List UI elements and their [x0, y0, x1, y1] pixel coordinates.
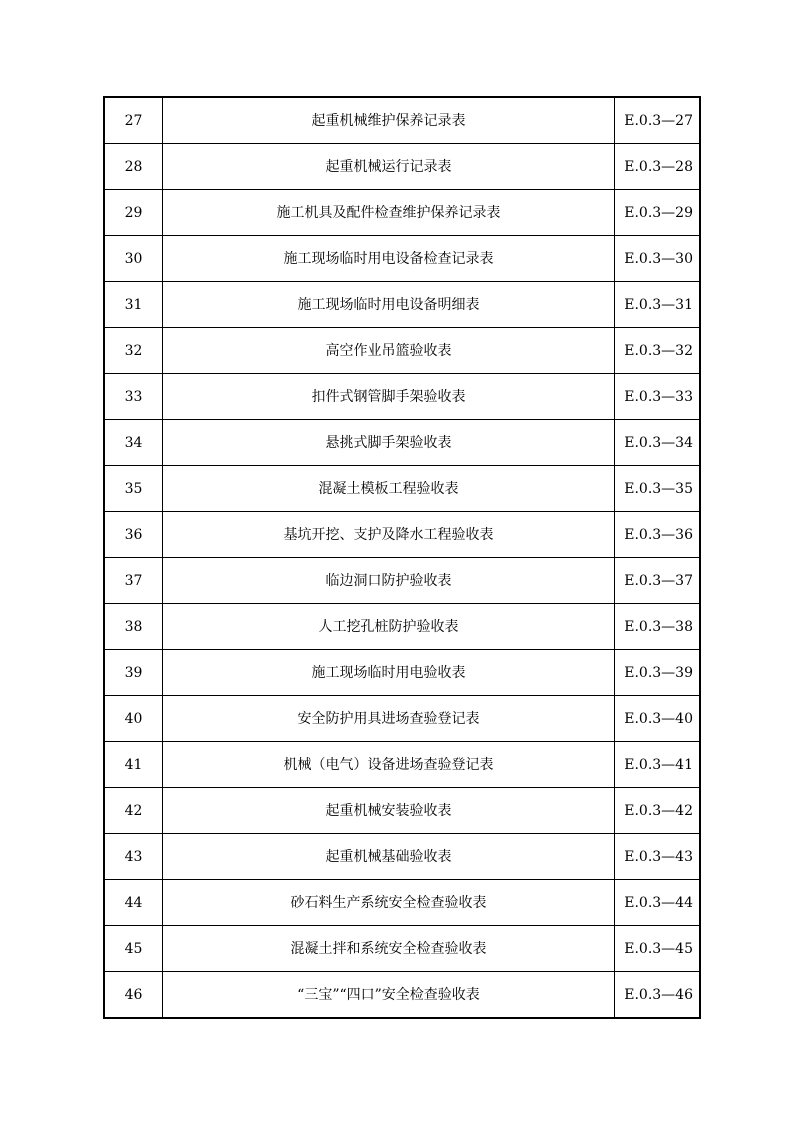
row-number-cell: 35 [104, 466, 163, 512]
form-name-cell: 施工现场临时用电设备明细表 [163, 282, 615, 328]
table-row [104, 236, 700, 282]
form-name-cell: 砂石料生产系统安全检查验收表 [163, 880, 615, 926]
form-code-cell: E.0.3—46 [615, 972, 701, 1019]
row-number-cell: 34 [104, 420, 163, 466]
row-number-cell: 36 [104, 512, 163, 558]
row-number-cell: 31 [104, 282, 163, 328]
row-number-cell: 28 [104, 144, 163, 190]
form-code-cell: E.0.3—28 [615, 144, 701, 190]
form-name-cell: 起重机械安装验收表 [163, 788, 615, 834]
table-row [104, 972, 700, 1019]
form-code-cell: E.0.3—41 [615, 742, 701, 788]
form-name-cell: 施工现场临时用电验收表 [163, 650, 615, 696]
row-number-cell: 39 [104, 650, 163, 696]
row-number-cell: 41 [104, 742, 163, 788]
form-name-cell: 机械（电气）设备进场查验登记表 [163, 742, 615, 788]
form-code-cell: E.0.3—38 [615, 604, 701, 650]
table-row [104, 926, 700, 972]
form-code-cell: E.0.3—43 [615, 834, 701, 880]
table-row [104, 466, 700, 512]
form-code-cell: E.0.3—31 [615, 282, 701, 328]
table-row [104, 880, 700, 926]
form-code-cell: E.0.3—36 [615, 512, 701, 558]
table-row [104, 696, 700, 742]
form-name-cell: “三宝”“四口”安全检查验收表 [163, 972, 615, 1019]
form-name-cell: 扣件式钢管脚手架验收表 [163, 374, 615, 420]
form-name-cell: 起重机械运行记录表 [163, 144, 615, 190]
row-number-cell: 37 [104, 558, 163, 604]
table-body [104, 97, 700, 1018]
form-name-cell: 起重机械维护保养记录表 [163, 97, 615, 144]
form-index-table [103, 96, 701, 1019]
table-row [104, 742, 700, 788]
row-number-cell: 42 [104, 788, 163, 834]
table-row [104, 374, 700, 420]
table-row [104, 144, 700, 190]
form-code-cell: E.0.3—34 [615, 420, 701, 466]
form-code-cell: E.0.3—29 [615, 190, 701, 236]
row-number-cell: 45 [104, 926, 163, 972]
table-row [104, 788, 700, 834]
form-code-cell: E.0.3—32 [615, 328, 701, 374]
form-code-cell: E.0.3—33 [615, 374, 701, 420]
form-name-cell: 混凝土拌和系统安全检查验收表 [163, 926, 615, 972]
table-row [104, 834, 700, 880]
row-number-cell: 29 [104, 190, 163, 236]
form-name-cell: 混凝土模板工程验收表 [163, 466, 615, 512]
table-row [104, 190, 700, 236]
form-code-cell: E.0.3—35 [615, 466, 701, 512]
form-name-cell: 高空作业吊篮验收表 [163, 328, 615, 374]
row-number-cell: 40 [104, 696, 163, 742]
table-row [104, 650, 700, 696]
table-row [104, 604, 700, 650]
row-number-cell: 46 [104, 972, 163, 1019]
row-number-cell: 33 [104, 374, 163, 420]
table-row [104, 558, 700, 604]
form-code-cell: E.0.3—44 [615, 880, 701, 926]
form-code-cell: E.0.3—37 [615, 558, 701, 604]
form-code-cell: E.0.3—39 [615, 650, 701, 696]
table-row [104, 512, 700, 558]
form-code-cell: E.0.3—27 [615, 97, 701, 144]
form-name-cell: 起重机械基础验收表 [163, 834, 615, 880]
row-number-cell: 44 [104, 880, 163, 926]
form-name-cell: 施工机具及配件检查维护保养记录表 [163, 190, 615, 236]
form-code-cell: E.0.3—45 [615, 926, 701, 972]
form-name-cell: 临边洞口防护验收表 [163, 558, 615, 604]
row-number-cell: 27 [104, 97, 163, 144]
form-name-cell: 悬挑式脚手架验收表 [163, 420, 615, 466]
row-number-cell: 43 [104, 834, 163, 880]
row-number-cell: 38 [104, 604, 163, 650]
table-row [104, 420, 700, 466]
row-number-cell: 30 [104, 236, 163, 282]
table-row [104, 97, 700, 144]
table-row [104, 328, 700, 374]
form-name-cell: 基坑开挖、支护及降水工程验收表 [163, 512, 615, 558]
row-number-cell: 32 [104, 328, 163, 374]
form-code-cell: E.0.3—30 [615, 236, 701, 282]
form-name-cell: 安全防护用具进场查验登记表 [163, 696, 615, 742]
form-name-cell: 人工挖孔桩防护验收表 [163, 604, 615, 650]
form-code-cell: E.0.3—40 [615, 696, 701, 742]
form-name-cell: 施工现场临时用电设备检查记录表 [163, 236, 615, 282]
form-code-cell: E.0.3—42 [615, 788, 701, 834]
table-row [104, 282, 700, 328]
